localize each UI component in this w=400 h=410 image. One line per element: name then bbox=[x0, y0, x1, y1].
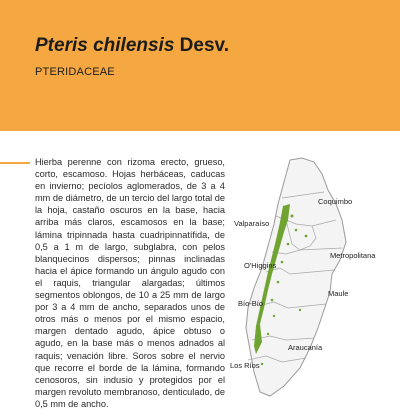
region-label-metropolitana: Metropolitana bbox=[330, 251, 376, 260]
header-band bbox=[0, 0, 400, 131]
region-label-losrios: Los Ríos bbox=[230, 361, 260, 370]
species-description: Hierba perenne con rizoma erecto, grueso, corto, escamoso. Hojas herbáceas, caducas en invierno; pecíolos aglomerados, de 3 a 4 mm de diámetro, de un tercio del largo total de la hoja, castaño oscuros en la base, hacia arriba más claros, escamosos en la base; lámina tripinnada hasta cuadripinnatífida, de 0,5 a 1 m de largo, subglabra, con pelos blanquecinos dispersos; pinnas inclinadas hacia el ápice formando un ángulo agudo con el raquis, triangular alargadas; últimos segmentos oblongos, de 10 a 25 mm de largo por 3 a 4 mm de ancho, separados unos de otros más o menos por el mismo espacio, margen dentado agudo, ápice obtuso o agudo, en la base más o menos adnados al raquis; venación libre. Soros sobre el nervio que recorre el borde de la lámina, formando cenosoros, sin indusio y protegidos por el margen revoluto membranoso, denticulado, de 0,5 mm de ancho. bbox=[35, 157, 225, 409]
region-label-valparaiso: Valparaíso bbox=[234, 219, 270, 228]
species-title bbox=[35, 34, 229, 58]
region-label-ohiggins: O'Higgins bbox=[244, 261, 277, 270]
accent-line bbox=[0, 162, 30, 164]
region-label-coquimbo: Coquimbo bbox=[318, 197, 353, 206]
region-label-araucania: Araucanía bbox=[288, 343, 323, 352]
species-name: Pteris chilensis bbox=[35, 35, 175, 56]
region-label-biobio: Bío-Bío bbox=[238, 299, 264, 308]
chile-regions-map bbox=[226, 150, 400, 400]
chile-land bbox=[246, 158, 349, 396]
distribution-map bbox=[226, 150, 400, 400]
region-label-maule: Maule bbox=[328, 289, 349, 298]
family-name: PTERIDACEAE bbox=[35, 66, 115, 78]
species-author: Desv. bbox=[174, 35, 229, 56]
